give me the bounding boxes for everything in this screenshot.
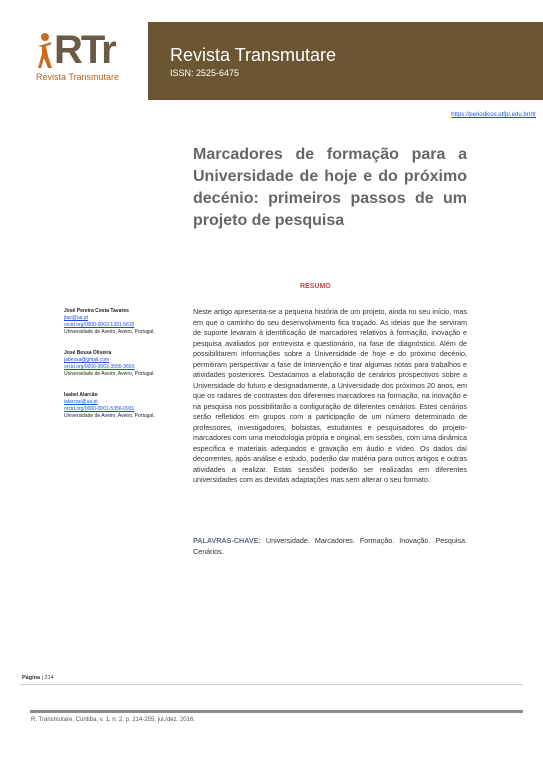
author-name: José Bessa Oliveira xyxy=(64,350,112,356)
logo-text: RTr xyxy=(54,28,115,72)
page-divider xyxy=(20,684,523,685)
abstract-text: Neste artigo apresenta-se a pequena história de um projeto, ainda no seu início, mas em que o caminho do seu desenvolvimento fica traçado. As ideias que lhe serviram de suporte levaram à identificação de marcadores relativos à formação, inovação e pesquisa avaliados por entrevista e questionário, na fase de diagnóstico. Além de possibilitarem informações sobre a Universidade de hoje e do próximo decénio, permitiram perspectivar a fase de intervenção e tirar algumas notas para trabalhos e atividades posteriores. Destacamos a elaboração de cenários prospectivos sobre a Universidade do futuro e designadamente, a Universidade dos próximos 20 anos, em que os radares de contrastes dos diferentes marcadores na formação, na inovação e na pesquisa nos possibilitarão a configuração de diferentes cenários. Estes cenários serão refletidos em grupos com a participação de um número determinado de professores, investigadores, bolsistas, estudantes e pesquisadores do projeto-marcadores com uma metodologia própria e original, em sessões, com uma dinâmica específica e materiais adequados e gravação em áudio e vídeo. Os dados daí decorrentes, após análise e estudo, poderão dar matéria para outros artigos e outras atividades a realizar. Estas sessões poderão ser realizadas em diferentes universidades com as devidas adaptações mas sem alterar o seu formato. xyxy=(193,307,467,484)
author-affiliation: Universidade de Aveiro, Aveiro, Portugal. xyxy=(64,413,155,419)
logo-caption: Revista Transmutare xyxy=(36,72,120,82)
page-number-value: 214 xyxy=(44,675,54,681)
journal-title: Revista Transmutare xyxy=(170,45,337,65)
keywords xyxy=(193,536,467,557)
journal-issn: ISSN: 2525-6475 xyxy=(170,68,240,78)
page-label: Página xyxy=(22,675,41,681)
abstract-heading: RESUMO xyxy=(300,283,331,290)
author-email-link[interactable]: ialarcao@ua.pt xyxy=(64,399,98,405)
author-name: José Pereira Costa Tavares xyxy=(64,308,129,314)
author-block xyxy=(64,308,179,336)
page-number: Página | 214 xyxy=(22,675,54,681)
author-affiliation: Universidade de Aveiro, Aveiro, Portugal. xyxy=(64,371,155,377)
author-orcid-link[interactable]: orcid.org/0000-0003-3555-365X xyxy=(64,364,135,370)
footer-rule xyxy=(30,710,523,713)
keywords-label: PALAVRAS-CHAVE: xyxy=(193,536,261,545)
journal-banner xyxy=(148,22,543,100)
person-figure-icon xyxy=(36,32,54,70)
author-list xyxy=(64,308,179,434)
author-block xyxy=(64,350,179,378)
author-name: Isabel Alarcão xyxy=(64,392,98,398)
author-affiliation: Universidade de Aveiro, Aveiro, Portugal. xyxy=(64,329,155,335)
citation-text: R. Transmutare, Curitiba, v. 1, n. 2, p. 214-255, jul./dez. 2016. xyxy=(31,717,195,723)
article-title: Marcadores de formação para a Universidade de hoje e do próximo decénio: primeiros passos de um projeto de pesquisa xyxy=(193,146,467,229)
journal-site-link[interactable]: https://periodicos.utfpr.edu.br/rtr xyxy=(451,112,536,118)
journal-logo xyxy=(0,22,148,100)
author-orcid-link[interactable]: orcid.org/0000-0001-5356-0931 xyxy=(64,406,135,412)
author-email-link[interactable]: jtav@ua.pt xyxy=(64,315,88,321)
author-email-link[interactable]: jabessa@gmail.com xyxy=(64,357,110,363)
author-orcid-link[interactable]: orcid.org/0000-0003-1391-5619 xyxy=(64,322,135,328)
author-block xyxy=(64,392,179,420)
keywords-list: Universidade. Marcadores. Formação. Inovação. Pesquisa. Cenários. xyxy=(193,536,467,556)
